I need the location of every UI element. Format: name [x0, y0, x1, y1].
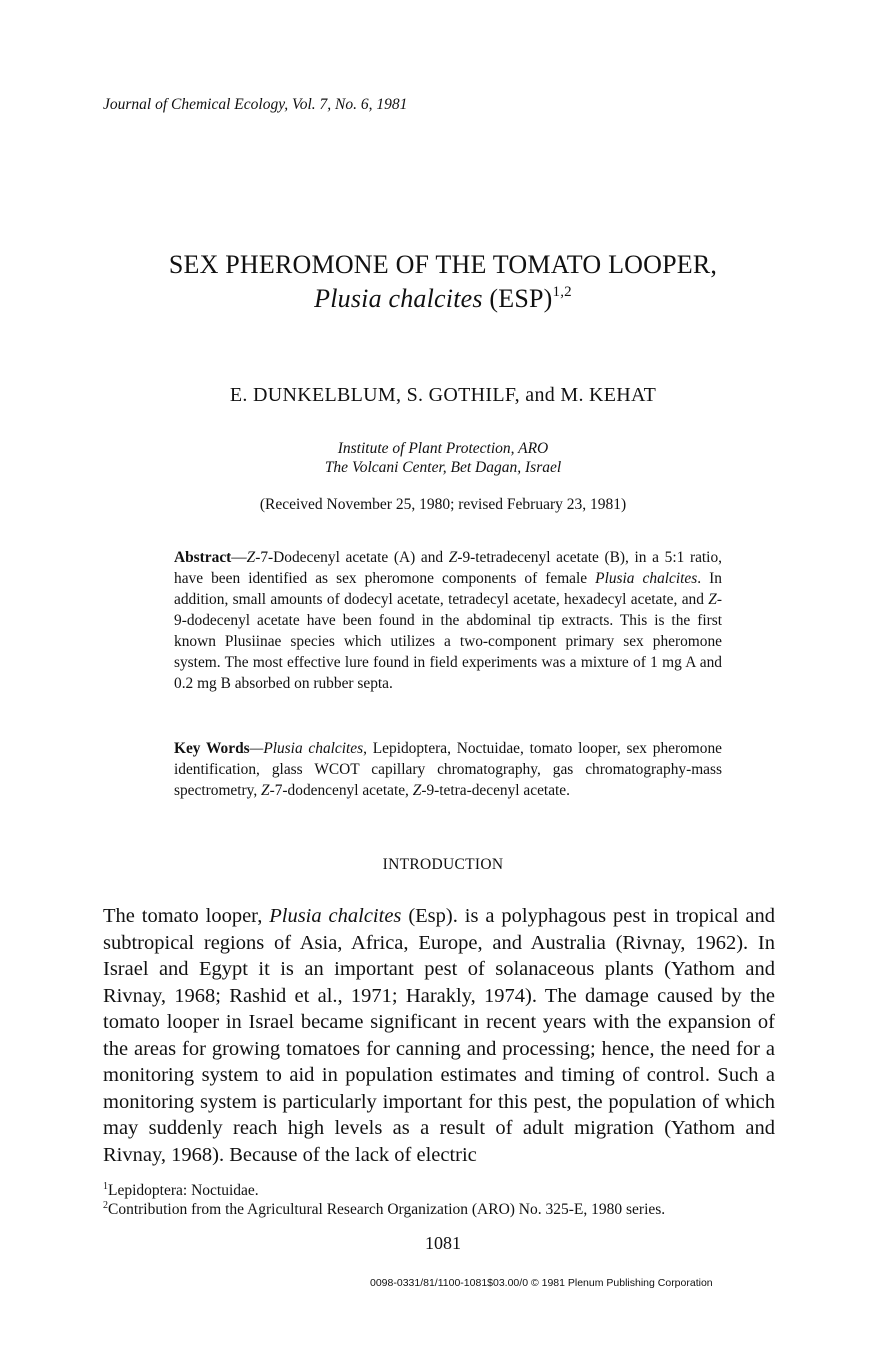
keywords-species: Plusia chalcites [263, 740, 364, 757]
abstract-z-b: Z [448, 549, 458, 566]
keywords-text-3: -9-tetra-decenyl acetate. [421, 782, 570, 799]
affiliation-line-1: Institute of Plant Protection, ARO [337, 440, 549, 457]
title-line-2 [0, 282, 886, 316]
title-line-1: SEX PHEROMONE OF THE TOMATO LOOPER, [168, 250, 718, 279]
title-species: Plusia chalcites [314, 284, 483, 313]
title-author-abbrev: (ESP) [489, 284, 553, 313]
intro-species: Plusia chalcites [269, 905, 402, 927]
abstract-z-c: Z [708, 591, 717, 608]
abstract [174, 547, 722, 694]
keywords-dash: — [249, 740, 264, 757]
abstract-text-2: -9-tetradecenyl acetate (B), in a 5:1 ratio, have been identified as sex pheromone components of female [174, 549, 722, 587]
key-words [174, 738, 722, 801]
abstract-z-a: Z [246, 549, 256, 566]
section-heading-introduction: INTRODUCTION [382, 856, 504, 873]
copyright-line: 0098-0331/81/1100-1081$03.00/0 © 1981 Plenum Publishing Corporation [370, 1277, 713, 1289]
introduction-paragraph [103, 903, 775, 1168]
intro-text-2: (Esp). is a polyphagous pest in tropical and subtropical regions of Asia, Africa, Europe, and Australia (Rivnay, 1962). In Israel and Egypt it is an important pest of solanaceous plants (Yathom and Rivnay, 1968; Rashid et al., 1971; Harakly, 1974). The damage caused by the tomato looper in Israel became significant in recent years with the expansion of the areas for growing tomatoes for canning and processing; hence, the need for a monitoring system to aid in population estimates and timing of control. Such a monitoring system is particularly important for this pest, the population of which may suddenly reach high levels as a result of adult migration (Yathom and Rivnay, 1968). Because of the lack of electric [103, 905, 775, 1166]
abstract-label: Abstract [174, 549, 232, 566]
footnote-1 [103, 1181, 783, 1200]
abstract-text-3: . In addition, small amounts of dodecyl acetate, tetradecyl acetate, hexadecyl acetate, and [174, 570, 722, 608]
received-dates: (Received November 25, 1980; revised February 23, 1981) [259, 496, 627, 513]
abstract-text-1: -7-Dodecenyl acetate (A) and [255, 549, 449, 566]
abstract-species: Plusia chalcites [595, 570, 698, 587]
affiliation [0, 439, 886, 477]
footnote-1-mark: 1 [103, 1181, 108, 1192]
page-number: 1081 [425, 1233, 461, 1253]
keywords-text-1: , Lepidoptera, Noctuidae, tomato looper, sex pheromone identification, glass WCOT capillary chromatography, gas chromatography-mass spectrometry, [174, 740, 723, 799]
abstract-dash: — [231, 549, 247, 566]
footnote-1-text: Lepidoptera: Noctuidae. [108, 1182, 259, 1199]
keywords-text-2: -7-dodencenyl acetate, [269, 782, 413, 799]
keywords-label: Key Words [174, 740, 250, 757]
affiliation-line-2: The Volcani Center, Bet Dagan, Israel [324, 459, 562, 476]
intro-text-1: The tomato looper, [103, 905, 270, 927]
footnote-2-text: Contribution from the Agricultural Research Organization (ARO) No. 325-E, 1980 series. [108, 1201, 666, 1218]
keywords-z-a: Z [261, 782, 270, 799]
author-list: E. DUNKELBLUM, S. GOTHILF, and M. KEHAT [229, 384, 657, 406]
title-footnote-marks: 1,2 [552, 284, 572, 300]
abstract-text-4: -9-dodecenyl acetate have been found in the abdominal tip extracts. This is the first known Plusiinae species which utilizes a two-component primary sex pheromone system. The most effective lure found in field experiments was a mixture of 1 mg A and 0.2 mg B absorbed on rubber septa. [174, 591, 722, 692]
journal-citation: Journal of Chemical Ecology, Vol. 7, No. 6, 1981 [103, 96, 408, 113]
footnote-2-mark: 2 [103, 1200, 108, 1211]
keywords-z-b: Z [412, 782, 422, 799]
footnote-2 [103, 1200, 783, 1219]
article-title [0, 248, 886, 316]
